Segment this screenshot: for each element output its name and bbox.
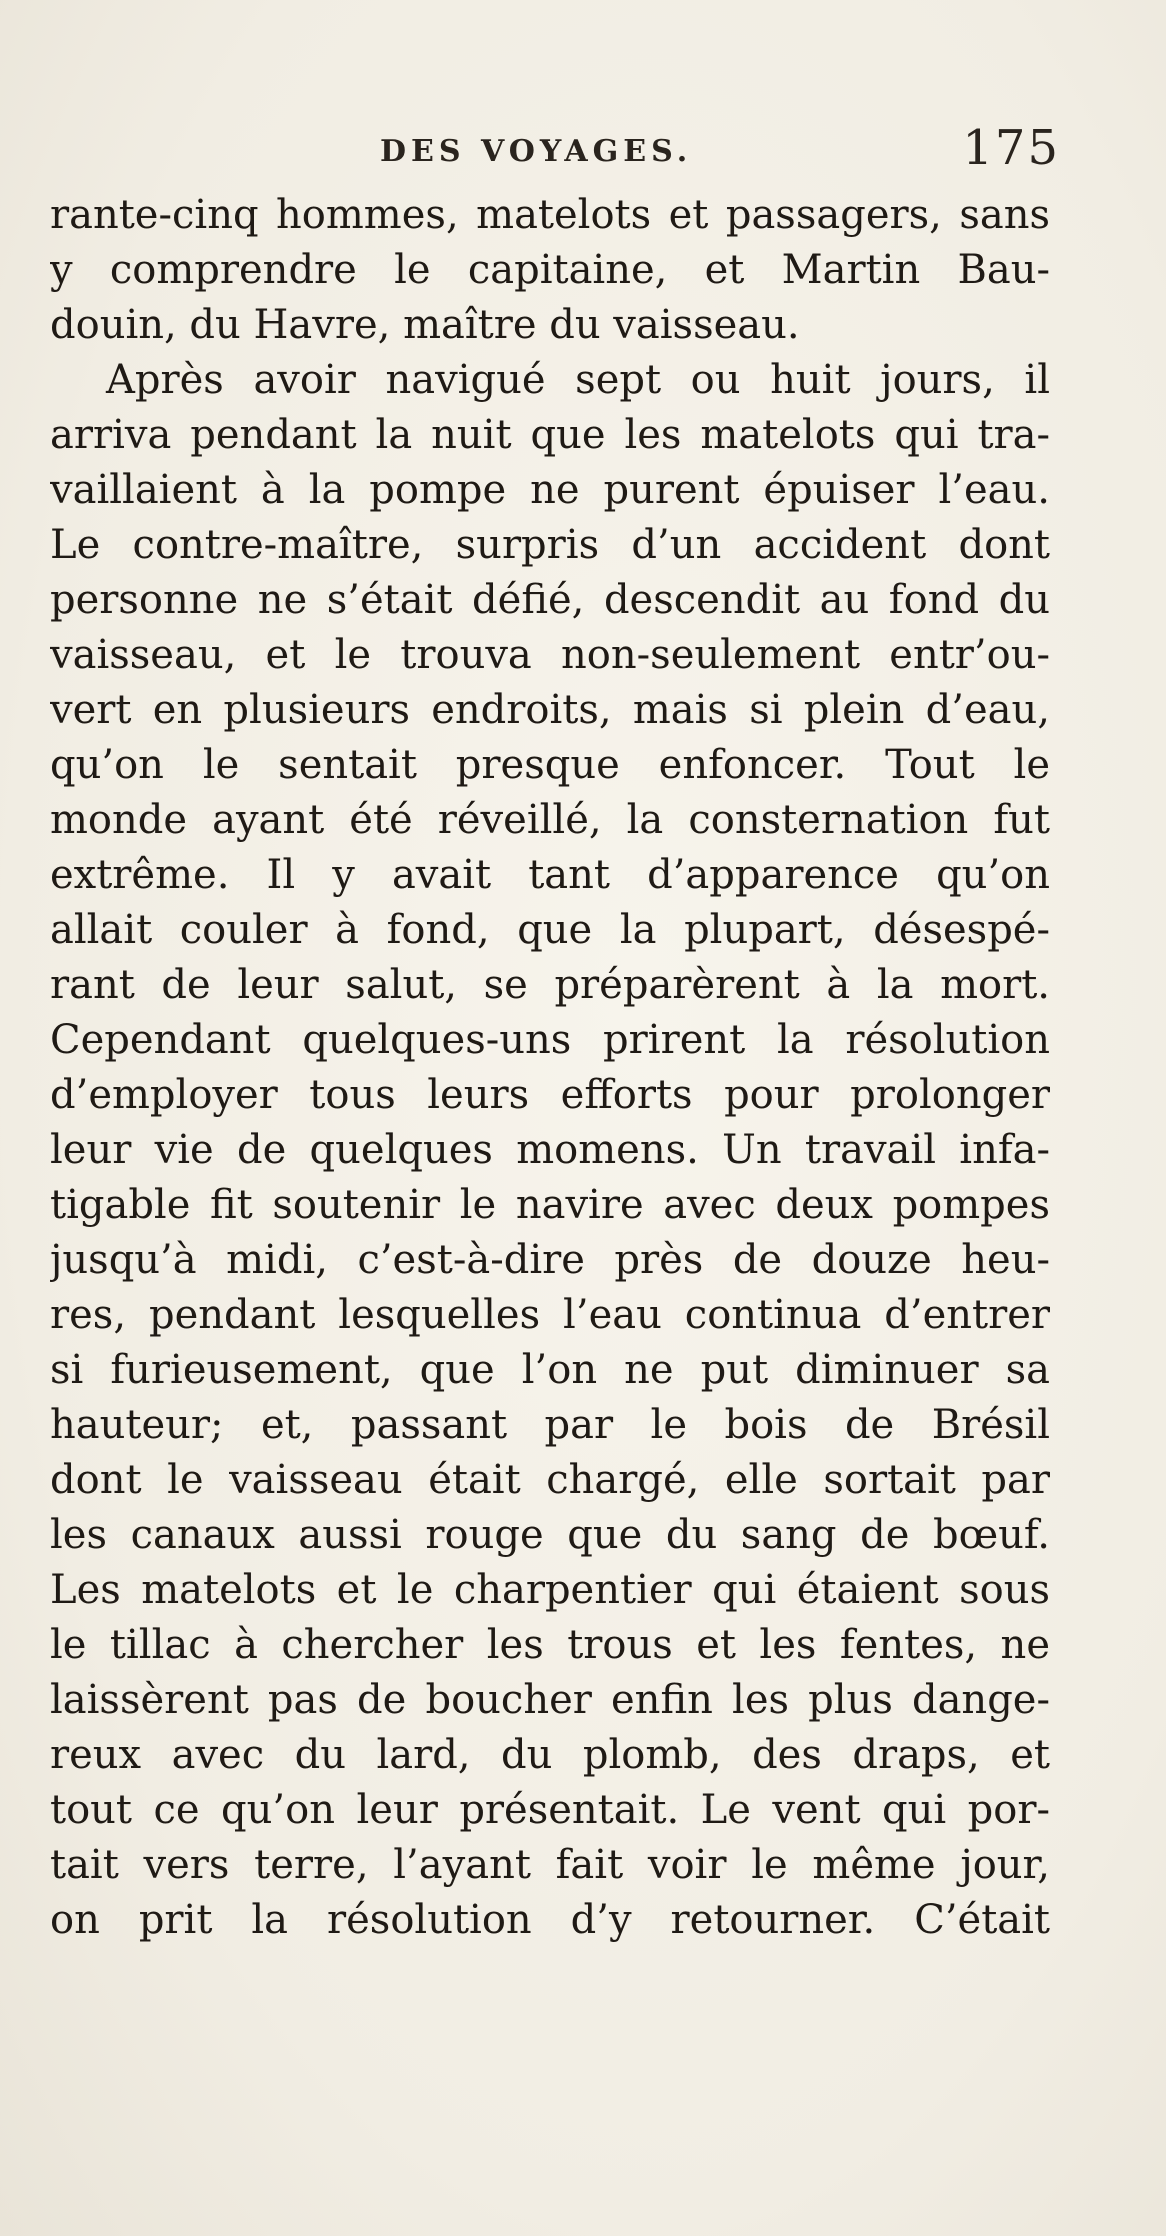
text-line: monde ayant été réveillé, la consternation fut <box>50 797 1050 843</box>
text-line: Après avoir navigué sept ou huit jours, il <box>106 357 1050 403</box>
page-number: 175 <box>962 120 1060 176</box>
text-line: arriva pendant la nuit que les matelots qui tra- <box>50 412 1050 458</box>
text-line: Le contre-maître, surpris d’un accident dont <box>50 522 1050 568</box>
text-line: laissèrent pas de boucher enfin les plus dange- <box>50 1677 1050 1723</box>
text-line: extrême. Il y avait tant d’apparence qu’on <box>50 852 1050 898</box>
text-line: le tillac à chercher les trous et les fentes, ne <box>50 1622 1050 1668</box>
text-line: leur vie de quelques momens. Un travail infa- <box>50 1127 1050 1173</box>
text-line: vaillaient à la pompe ne purent épuiser l’eau. <box>50 467 1050 513</box>
text-line: d’employer tous leurs efforts pour prolonger <box>50 1072 1050 1118</box>
text-line: si furieusement, que l’on ne put diminuer sa <box>50 1347 1050 1393</box>
text-line: jusqu’à midi, c’est-à-dire près de douze heu- <box>50 1237 1050 1283</box>
text-line: tait vers terre, l’ayant fait voir le même jour, <box>50 1842 1050 1888</box>
text-line: personne ne s’était défié, descendit au fond du <box>50 577 1050 623</box>
text-line: y comprendre le capitaine, et Martin Bau- <box>50 247 1050 293</box>
text-line: Les matelots et le charpentier qui étaient sous <box>50 1567 1050 1613</box>
text-line: rante-cinq hommes, matelots et passagers, sans <box>50 192 1050 238</box>
text-line: reux avec du lard, du plomb, des draps, et <box>50 1732 1050 1778</box>
text-line: Cependant quelques-uns prirent la résolution <box>50 1017 1050 1063</box>
text-line: on prit la résolution d’y retourner. C’était <box>50 1897 1050 1943</box>
text-line: allait couler à fond, que la plupart, désespé- <box>50 907 1050 953</box>
text-line: qu’on le sentait presque enfoncer. Tout le <box>50 742 1050 788</box>
text-line: res, pendant lesquelles l’eau continua d’entrer <box>50 1292 1050 1338</box>
text-line: rant de leur salut, se préparèrent à la mort. <box>50 962 1050 1008</box>
body-text <box>50 188 1050 1948</box>
text-line: dont le vaisseau était chargé, elle sortait par <box>50 1457 1050 1503</box>
text-line: vaisseau, et le trouva non-seulement entr’ou- <box>50 632 1050 678</box>
running-head: DES VOYAGES. <box>380 134 693 169</box>
text-line: tigable fit soutenir le navire avec deux pompes <box>50 1182 1050 1228</box>
text-line: vert en plusieurs endroits, mais si plein d’eau, <box>50 687 1050 733</box>
text-line: les canaux aussi rouge que du sang de bœuf. <box>50 1512 1050 1558</box>
text-line: douin, du Havre, maître du vaisseau. <box>50 302 800 348</box>
page-header <box>380 120 1060 180</box>
text-line: tout ce qu’on leur présentait. Le vent qui por- <box>50 1787 1050 1833</box>
text-line: hauteur; et, passant par le bois de Brésil <box>50 1402 1050 1448</box>
